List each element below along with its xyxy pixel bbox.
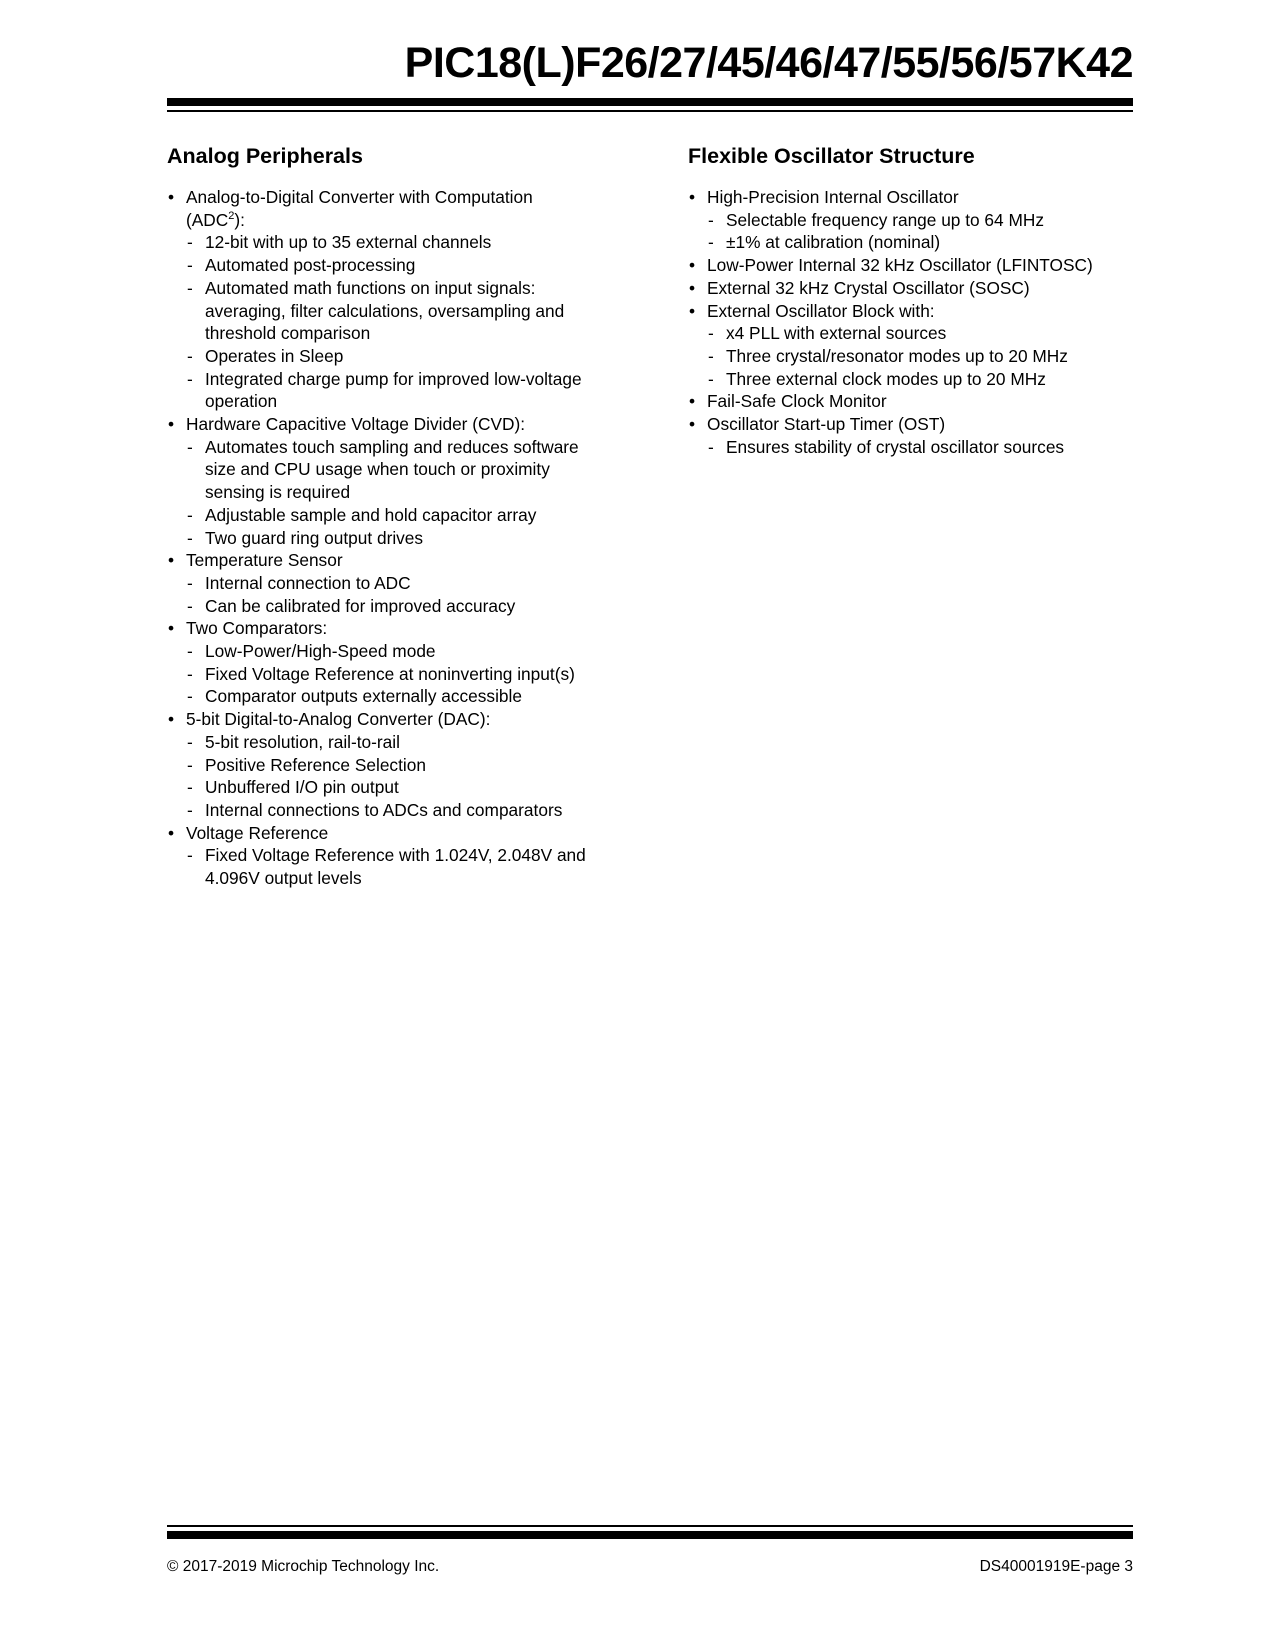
- sub-list: [186, 572, 587, 617]
- header-rule-thin: [167, 110, 1133, 112]
- sub-item: - Automates touch sampling and reduces software size and CPU usage when touch or proximity sensing is required: [186, 436, 587, 504]
- sub-item: - Operates in Sleep: [186, 345, 587, 368]
- sub-item: - Automated post-processing: [186, 254, 587, 277]
- footer-rule-thick: [167, 1531, 1133, 1539]
- sub-item: - ±1% at calibration (nominal): [707, 231, 1133, 254]
- sub-item: - 5-bit resolution, rail-to-rail: [186, 731, 587, 754]
- sub-item: - Unbuffered I/O pin output: [186, 776, 587, 799]
- sub-item: - Internal connection to ADC: [186, 572, 587, 595]
- header-rule-thick: [167, 98, 1133, 106]
- analog-peripherals-heading: Analog Peripherals: [167, 144, 363, 168]
- sub-item: - Positive Reference Selection: [186, 754, 587, 777]
- superscript: 2: [228, 209, 235, 222]
- list-item-fail-safe: [688, 390, 1133, 413]
- sub-list: [186, 731, 587, 822]
- list-item-hfintosc: [688, 186, 1133, 254]
- list-item-temperature-sensor: [167, 549, 587, 617]
- sub-item: - 12-bit with up to 35 external channels: [186, 231, 587, 254]
- sub-item: - Low-Power/High-Speed mode: [186, 640, 587, 663]
- footer-page-ref: DS40001919E-page 3: [979, 1558, 1133, 1575]
- footer-rule-thin: [167, 1525, 1133, 1527]
- sub-item: - Three crystal/resonator modes up to 20 MHz: [707, 345, 1133, 368]
- analog-peripherals-section: [167, 143, 587, 890]
- analog-peripherals-list: [167, 186, 587, 890]
- sub-list: [707, 209, 1133, 254]
- sub-item: - Automated math functions on input signals: averaging, filter calculations, oversampling and threshold comparison: [186, 277, 587, 345]
- list-item-external-oscillator: [688, 300, 1133, 391]
- sub-item: - Internal connections to ADCs and comparators: [186, 799, 587, 822]
- list-item-adc: [167, 186, 587, 413]
- oscillator-list: [688, 186, 1133, 458]
- sub-item: - Fixed Voltage Reference at noninverting input(s): [186, 663, 587, 686]
- list-item-text: Oscillator Start-up Timer (OST): [707, 414, 946, 435]
- sub-item: - Integrated charge pump for improved low-voltage operation: [186, 368, 587, 413]
- oscillator-heading: Flexible Oscillator Structure: [688, 144, 975, 168]
- list-item-sosc: [688, 277, 1133, 300]
- list-item-comparators: [167, 617, 587, 708]
- list-item-voltage-reference: [167, 822, 587, 890]
- sub-list: [186, 844, 587, 889]
- sub-item: - Comparator outputs externally accessible: [186, 685, 587, 708]
- list-item-text: Hardware Capacitive Voltage Divider (CVD):: [186, 414, 526, 435]
- sub-item: - Adjustable sample and hold capacitor array: [186, 504, 587, 527]
- document-title: PIC18(L)F26/27/45/46/47/55/56/57K42: [404, 39, 1133, 87]
- sub-list: [707, 436, 1133, 459]
- sub-item: - x4 PLL with external sources: [707, 322, 1133, 345]
- list-item-text: 5-bit Digital-to-Analog Converter (DAC):: [186, 709, 491, 730]
- sub-item: - Selectable frequency range up to 64 MHz: [707, 209, 1133, 232]
- list-item-lfintosc: [688, 254, 1133, 277]
- sub-item: - Ensures stability of crystal oscillator sources: [707, 436, 1133, 459]
- list-item-text: External 32 kHz Crystal Oscillator (SOSC): [707, 277, 1030, 298]
- sub-item: - Fixed Voltage Reference with 1.024V, 2.048V and 4.096V output levels: [186, 844, 587, 889]
- list-item-text: Low-Power Internal 32 kHz Oscillator (LFINTOSC): [707, 255, 1093, 276]
- list-item-dac: [167, 708, 587, 822]
- list-item-text: Analog-to-Digital Converter with Computation (ADC: [186, 187, 533, 230]
- list-item-ost: [688, 413, 1133, 458]
- sub-item: - Three external clock modes up to 20 MHz: [707, 368, 1133, 391]
- footer-copyright: © 2017-2019 Microchip Technology Inc.: [167, 1558, 440, 1575]
- oscillator-section: [688, 143, 1133, 458]
- list-item-text-tail: ):: [234, 209, 245, 230]
- sub-list: [186, 640, 587, 708]
- list-item-text: Fail-Safe Clock Monitor: [707, 391, 887, 412]
- sub-list: [186, 436, 587, 550]
- list-item-cvd: [167, 413, 587, 549]
- list-item-text: Two Comparators:: [186, 618, 328, 639]
- sub-list: [707, 322, 1133, 390]
- list-item-text: Voltage Reference: [186, 822, 329, 843]
- list-item-text: High-Precision Internal Oscillator: [707, 187, 959, 207]
- sub-item: - Can be calibrated for improved accuracy: [186, 595, 587, 618]
- sub-item: - Two guard ring output drives: [186, 527, 587, 550]
- sub-list: [186, 231, 587, 413]
- list-item-text: External Oscillator Block with:: [707, 300, 935, 321]
- list-item-text: Temperature Sensor: [186, 550, 343, 571]
